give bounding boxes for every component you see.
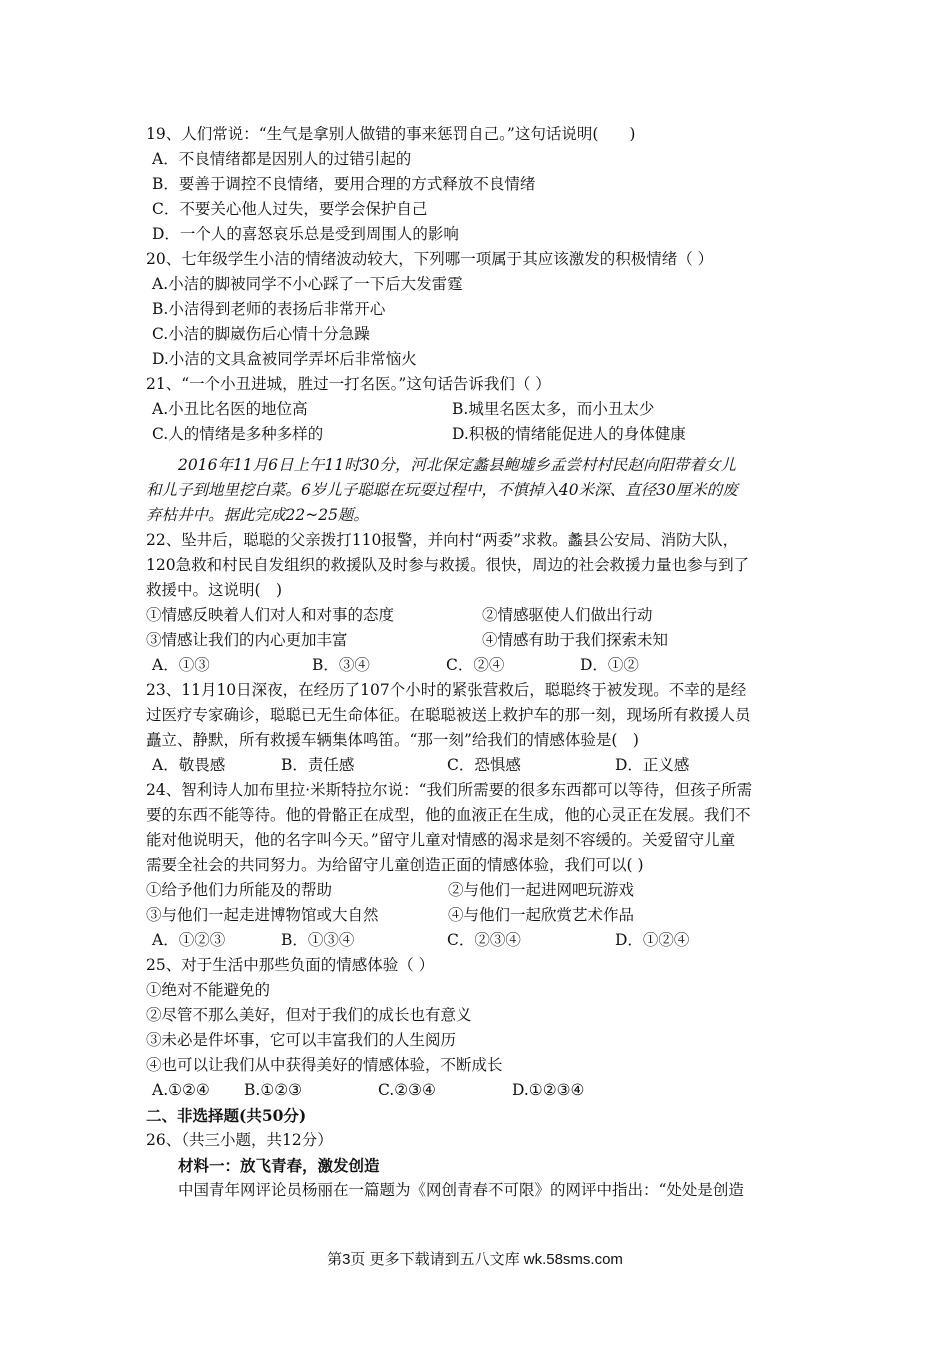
story-line: 弃枯井中。据此完成22~25题。 xyxy=(146,506,369,524)
statement-row xyxy=(146,603,818,628)
question-22 xyxy=(146,528,818,678)
question-stem: 21、“一个小丑进城，胜过一打名医。”这句话告诉我们（ ） xyxy=(146,375,551,393)
question-24 xyxy=(146,778,818,953)
option-c: C.小洁的脚崴伤后心情十分急躁 xyxy=(152,325,370,343)
option-row xyxy=(146,928,818,953)
option-row xyxy=(146,653,818,678)
material-title: 材料一：放飞青春，激发创造 xyxy=(178,1156,380,1175)
statement-1: ①绝对不能避免的 xyxy=(146,981,271,999)
statement-4: ④情感有助于我们探索未知 xyxy=(482,631,669,649)
option-d: D．①② xyxy=(580,656,639,674)
question-21 xyxy=(146,372,818,447)
question-20 xyxy=(146,247,818,372)
option-c: C．恐惧感 xyxy=(447,756,521,774)
question-25 xyxy=(146,953,818,1103)
option-a: A．不良情绪都是因别人的过错引起的 xyxy=(152,150,412,168)
option-b: B．③④ xyxy=(312,656,370,674)
statement-4: ④与他们一起欣赏艺术作品 xyxy=(448,906,635,924)
question-26 xyxy=(146,1128,818,1203)
statement-row xyxy=(146,878,818,903)
question-stem: 24、智利诗人加布里拉·米斯特拉尔说：“我们所需要的很多东西都可以等待，但孩子所需 xyxy=(146,781,753,799)
option-a: A．敬畏感 xyxy=(152,756,226,774)
question-stem: 过医疗专家确诊，聪聪已无生命体征。在聪聪被送上救护车的那一刻，现场所有救援人员 xyxy=(146,706,751,724)
question-stem: 能对他说明天，他的名字叫今天。”留守儿童对情感的渴求是刻不容缓的。关爱留守儿童 xyxy=(146,831,736,849)
option-d: D.①②③④ xyxy=(512,1081,585,1099)
option-d: D．①②④ xyxy=(615,931,690,949)
option-a: A．①②③ xyxy=(152,931,226,949)
question-stem: 19、人们常说：“生气是拿别人做错的事来惩罚自己。”这句话说明( ) xyxy=(146,125,636,143)
option-d: D.小洁的文具盒被同学弄坏后非常恼火 xyxy=(152,350,417,368)
question-23 xyxy=(146,678,818,778)
statement-1: ①情感反映着人们对人和对事的态度 xyxy=(146,606,395,624)
question-stem: 20、七年级学生小洁的情绪波动较大，下列哪一项属于其应该激发的积极情绪（ ） xyxy=(146,250,714,268)
option-b: B．①③④ xyxy=(281,931,355,949)
material-text: 中国青年网评论员杨丽在一篇题为《网创青春不可限》的网评中指出：“处处是创造 xyxy=(178,1181,744,1199)
option-c: C．②③④ xyxy=(447,931,521,949)
option-b: B．责任感 xyxy=(281,756,355,774)
option-a: A.小丑比名医的地位高 xyxy=(152,400,308,418)
page-footer: 第3页 更多下载请到五八文库 wk.58sms.com xyxy=(327,1251,623,1268)
question-stem: 120急救和村民自发组织的救援队及时参与救援。很快，周边的社会救援力量也参与到了 xyxy=(146,556,750,574)
story-line: 2016年11月6日上午11时30分，河北保定蠡县鲍墟乡孟尝村村民赵向阳带着女儿 xyxy=(178,456,736,474)
option-c: C.②③④ xyxy=(378,1081,436,1099)
statement-3: ③未必是件坏事，它可以丰富我们的人生阅历 xyxy=(146,1031,457,1049)
question-stem: 矗立、静默，所有救援车辆集体鸣笛。“那一刻”给我们的情感体验是( ) xyxy=(146,731,639,749)
option-a: A．①③ xyxy=(152,656,210,674)
statement-row xyxy=(146,903,818,928)
option-a: A.①②④ xyxy=(152,1081,210,1099)
option-b: B.小洁得到老师的表扬后非常开心 xyxy=(152,300,386,318)
option-d: D．正义感 xyxy=(615,756,690,774)
option-d: D．一个人的喜怒哀乐总是受到周围人的影响 xyxy=(152,225,459,243)
question-stem: 25、对于生活中那些负面的情感体验（ ） xyxy=(146,956,435,974)
question-19 xyxy=(146,122,818,247)
option-c: C．②④ xyxy=(446,656,505,674)
option-b: B.①②③ xyxy=(244,1081,303,1099)
statement-1: ①给予他们力所能及的帮助 xyxy=(146,881,333,899)
question-stem: 要的东西不能等待。他的骨骼正在成型，他的血液正在生成，他的心灵正在发展。我们不 xyxy=(146,806,751,824)
option-d: D.积极的情绪能促进人的身体健康 xyxy=(452,425,686,443)
statement-4: ④也可以让我们从中获得美好的情感体验，不断成长 xyxy=(146,1056,503,1074)
option-row xyxy=(146,753,818,778)
section-heading: 二、非选择题(共50分) xyxy=(146,1106,307,1125)
option-c: C.人的情绪是多种多样的 xyxy=(152,425,324,443)
question-stem: 需要全社会的共同努力。为给留守儿童创造正面的情感体验，我们可以( ) xyxy=(146,856,644,874)
story-line: 和儿子到地里挖白菜。6岁儿子聪聪在玩耍过程中，不慎掉入40米深、直径30厘米的废 xyxy=(146,481,738,499)
question-stem: 救援中。这说明( ) xyxy=(146,581,283,599)
statement-3: ③与他们一起走进博物馆或大自然 xyxy=(146,906,379,924)
statement-2: ②与他们一起进网吧玩游戏 xyxy=(448,881,635,899)
question-stem: 22、坠井后，聪聪的父亲拨打110报警，并向村“两委”求救。蠡县公安局、消防大队， xyxy=(146,531,739,549)
option-row xyxy=(146,422,818,447)
statement-2: ②情感驱使人们做出行动 xyxy=(482,606,653,624)
page-content xyxy=(146,122,818,1203)
option-a: A.小洁的脚被同学不小心踩了一下后大发雷霆 xyxy=(152,275,463,293)
case-story xyxy=(146,453,818,528)
option-c: C．不要关心他人过失，要学会保护自己 xyxy=(152,200,428,218)
statement-2: ②尽管不那么美好，但对于我们的成长也有意义 xyxy=(146,1006,472,1024)
option-b: B．要善于调控不良情绪，要用合理的方式释放不良情绪 xyxy=(152,175,536,193)
statement-row xyxy=(146,628,818,653)
question-stem: 26、（共三小题，共12分） xyxy=(146,1131,333,1149)
statement-3: ③情感让我们的内心更加丰富 xyxy=(146,631,348,649)
option-row xyxy=(146,1078,818,1103)
option-b: B.城里名医太多，而小丑太少 xyxy=(452,400,655,418)
question-stem: 23、11月10日深夜，在经历了107个小时的紧张营救后，聪聪终于被发现。不幸的是经 xyxy=(146,681,747,699)
option-row xyxy=(146,397,818,422)
